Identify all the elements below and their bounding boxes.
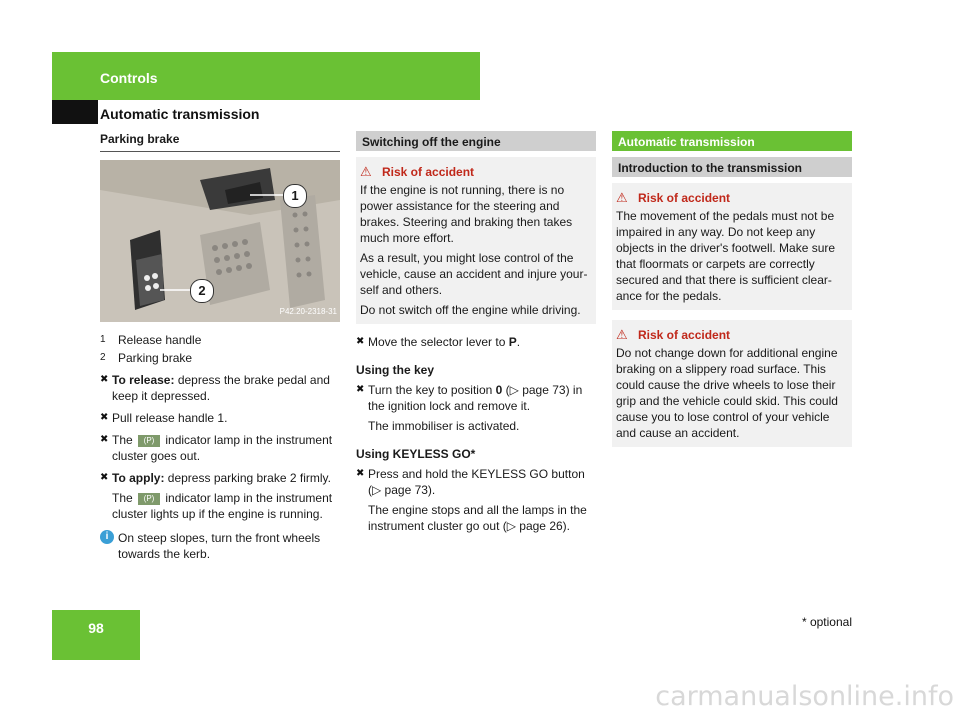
step-arrow-icon: ✖: [356, 468, 365, 479]
legend-item: [100, 332, 340, 348]
parking-brake-lamp-icon: (P): [138, 435, 160, 447]
parking-brake-column: [100, 131, 340, 562]
pedal-illustration: [100, 160, 340, 322]
step-lamp-out: [100, 432, 340, 464]
switching-off-column: [356, 131, 596, 534]
result-text: indicator lamp in the instrument cluster lights up if the engine is running.: [112, 491, 333, 521]
step-after: firmly.: [296, 471, 331, 485]
note-text: On steep slopes, turn the front wheels towards the kerb.: [118, 531, 321, 561]
ref-number: 2: [289, 471, 297, 485]
callout-1: 1: [283, 184, 307, 208]
warning-title: [616, 327, 848, 343]
step-arrow-icon: ✖: [100, 412, 109, 423]
section-title: Controls: [100, 70, 158, 86]
warning-paragraph: The movement of the pedals must not be impaired in any way. Do not keep any objects in the driver's footwell. Make sure that floormats or carpets are correctly secured and that there is sufficient clear-ance for the pedals.: [616, 209, 836, 303]
callout-2: 2: [190, 279, 214, 303]
step-arrow-icon: ✖: [100, 472, 109, 483]
step-bold: To release:: [112, 373, 175, 387]
legend-label: Release handle: [118, 333, 202, 347]
info-icon: i: [100, 530, 114, 544]
parking-brake-heading: Parking brake: [100, 131, 340, 152]
step-keyless-button: [356, 466, 596, 498]
warning-box: [612, 320, 852, 447]
key-heading: Using the key: [356, 363, 435, 377]
chapter-title: Automatic transmission: [100, 106, 260, 122]
ref-number: 1: [217, 411, 225, 425]
step-after: indicator lamp in the instrument cluster goes out.: [112, 433, 333, 463]
step-text: Pull release handle: [112, 411, 218, 425]
automatic-transmission-column: [612, 131, 852, 447]
warning-title-text: Risk of accident: [638, 191, 731, 205]
legend-number: 1: [100, 334, 106, 345]
legend-label: Parking brake: [118, 351, 193, 365]
parking-brake-figure: [100, 160, 340, 322]
step-after: .: [516, 335, 521, 349]
page-number: 98: [88, 620, 104, 636]
result-text: The: [112, 491, 137, 505]
introduction-heading: Introduction to the transmission: [612, 157, 852, 177]
note: [100, 530, 340, 562]
step-result: The engine stops and all the lamps in the instrument cluster go out (▷ page 26).: [368, 503, 587, 533]
page-number-box: [52, 610, 140, 660]
step-arrow-icon: ✖: [100, 434, 109, 445]
step-text: depress the brake pedal and keep it depressed.: [112, 373, 330, 403]
step-arrow-icon: ✖: [356, 384, 365, 395]
keyless-heading: Using KEYLESS GO*: [356, 447, 476, 461]
figure-code: P42.20-2318-31: [279, 307, 337, 316]
warning-paragraph: Do not switch off the engine while driving.: [360, 303, 581, 317]
footnote: * optional: [801, 615, 852, 629]
warning-triangle-icon: ⚠: [616, 190, 628, 205]
step-release: [100, 372, 340, 404]
warning-paragraph: As a result, you might lose control of the vehicle, cause an accident and injure your-self and others.: [360, 251, 588, 297]
step-bold: To apply:: [112, 471, 165, 485]
step-apply: [100, 470, 340, 486]
legend-number: 2: [100, 352, 106, 363]
legend-item: [100, 350, 340, 366]
step-after: .: [224, 411, 228, 425]
warning-triangle-icon: ⚠: [616, 327, 628, 342]
step-bold: P: [508, 335, 517, 349]
watermark: carmanualsonline.info: [655, 681, 954, 712]
switching-off-heading: Switching off the engine: [356, 131, 596, 151]
step-text: Turn the key to position: [368, 383, 496, 397]
step-apply-result: [100, 490, 340, 522]
warning-title: [360, 164, 592, 180]
step-arrow-icon: ✖: [356, 336, 365, 347]
warning-triangle-icon: ⚠: [360, 164, 372, 179]
warning-box: [356, 157, 596, 324]
warning-box: [612, 183, 852, 310]
step-text: Move the selector lever to: [368, 335, 509, 349]
parking-brake-lamp-icon: (P): [138, 493, 160, 505]
step-turn-key: [356, 382, 596, 414]
warning-title-text: Risk of accident: [638, 328, 731, 342]
warning-paragraph: If the engine is not running, there is no power assistance for the steering and brakes. Steering and braking then takes much more effort.: [360, 183, 573, 245]
step-arrow-icon: ✖: [100, 374, 109, 385]
step-pull-handle: [100, 410, 340, 426]
step-bold: 0: [495, 383, 503, 397]
warning-title: [616, 190, 848, 206]
warning-paragraph: Do not change down for additional engine braking on a slippery road surface. This could cause the drive wheels to lose their grip and the vehicle could skid. This could cause you to lose control of your vehicle and cause an accident.: [616, 346, 838, 440]
automatic-transmission-heading: Automatic transmission: [612, 131, 852, 151]
step-selector-lever: [356, 334, 596, 350]
chapter-tab-marker: [52, 100, 98, 124]
step-text: The: [112, 433, 137, 447]
step-after: (▷ page 73) in the ignition lock and remove it.: [368, 383, 583, 413]
step-result: The immobiliser is activated.: [368, 419, 520, 433]
step-text: Press and hold the KEYLESS GO button (▷ page 73).: [368, 467, 585, 497]
step-text: depress parking brake: [164, 471, 290, 485]
warning-title-text: Risk of accident: [382, 165, 475, 179]
